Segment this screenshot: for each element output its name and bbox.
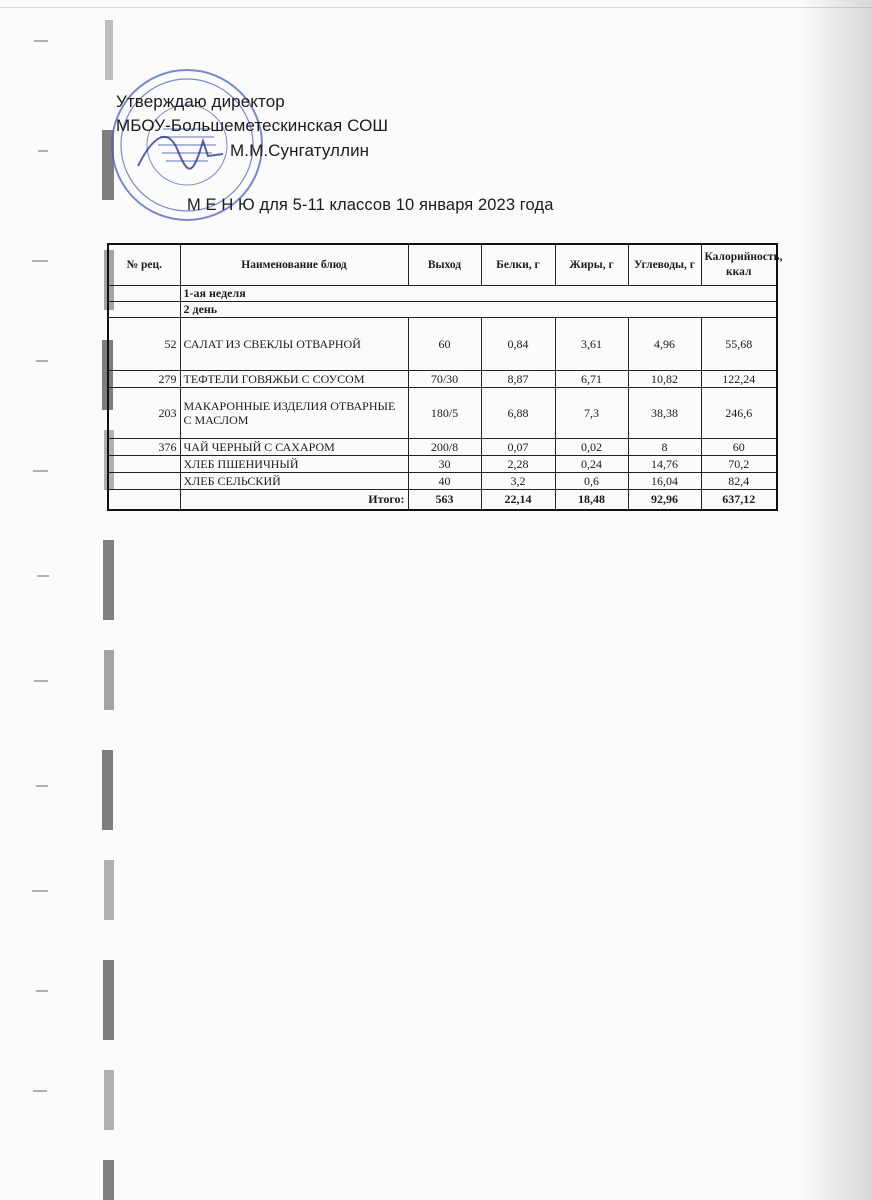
day-row-spacer — [108, 302, 180, 318]
dish-name: ХЛЕБ ПШЕНИЧНЫЙ — [180, 456, 408, 473]
output-cell: 60 — [408, 318, 481, 371]
kcal-cell: 60 — [701, 439, 777, 456]
day-label: 2 день — [180, 302, 777, 318]
kcal-cell: 122,24 — [701, 371, 777, 388]
dish-name: ХЛЕБ СЕЛЬСКИЙ — [180, 473, 408, 490]
table-row — [108, 456, 777, 473]
table-row — [108, 371, 777, 388]
recipe-number — [108, 456, 180, 473]
fat-cell: 3,61 — [555, 318, 628, 371]
total-protein: 22,14 — [481, 490, 555, 511]
scan-top-edge — [0, 7, 872, 8]
day-row — [108, 302, 777, 318]
fat-cell: 0,24 — [555, 456, 628, 473]
output-cell: 180/5 — [408, 388, 481, 439]
fat-cell: 6,71 — [555, 371, 628, 388]
col-kcal-header: Калорийность, ккал — [701, 244, 777, 286]
dish-name: САЛАТ ИЗ СВЕКЛЫ ОТВАРНОЙ — [180, 318, 408, 371]
fat-cell: 0,6 — [555, 473, 628, 490]
output-cell: 40 — [408, 473, 481, 490]
total-carbs: 92,96 — [628, 490, 701, 511]
dish-name: ЧАЙ ЧЕРНЫЙ С САХАРОМ — [180, 439, 408, 456]
col-output-header: Выход — [408, 244, 481, 286]
total-kcal: 637,12 — [701, 490, 777, 511]
protein-cell: 0,84 — [481, 318, 555, 371]
recipe-number: 376 — [108, 439, 180, 456]
carbs-cell: 14,76 — [628, 456, 701, 473]
carbs-cell: 16,04 — [628, 473, 701, 490]
output-cell: 200/8 — [408, 439, 481, 456]
table-row — [108, 318, 777, 371]
protein-cell: 2,28 — [481, 456, 555, 473]
col-recipe-header: № рец. — [108, 244, 180, 286]
protein-cell: 6,88 — [481, 388, 555, 439]
fat-cell: 0,02 — [555, 439, 628, 456]
school-name: МБОУ-Большеметескинская СОШ — [116, 116, 389, 135]
col-fat-header: Жиры, г — [555, 244, 628, 286]
total-label: Итого: — [180, 490, 408, 511]
carbs-cell: 10,82 — [628, 371, 701, 388]
kcal-cell: 82,4 — [701, 473, 777, 490]
week-label: 1-ая неделя — [180, 286, 777, 302]
scan-specks — [30, 0, 70, 1200]
recipe-number — [108, 473, 180, 490]
protein-cell: 3,2 — [481, 473, 555, 490]
director-name: М.М.Сунгатуллин — [230, 141, 370, 160]
kcal-cell: 55,68 — [701, 318, 777, 371]
carbs-cell: 38,38 — [628, 388, 701, 439]
col-protein-header: Белки, г — [481, 244, 555, 286]
dish-name: ТЕФТЕЛИ ГОВЯЖЬИ С СОУСОМ — [180, 371, 408, 388]
col-dish-header: Наименование блюд — [180, 244, 408, 286]
protein-cell: 8,87 — [481, 371, 555, 388]
fat-cell: 7,3 — [555, 388, 628, 439]
table-row — [108, 473, 777, 490]
table-row — [108, 439, 777, 456]
menu-table — [107, 243, 783, 511]
output-cell: 70/30 — [408, 371, 481, 388]
menu-title: М Е Н Ю для 5-11 классов 10 января 2023 года — [187, 196, 554, 214]
total-spacer — [108, 490, 180, 511]
carbs-cell: 4,96 — [628, 318, 701, 371]
output-cell: 30 — [408, 456, 481, 473]
kcal-cell: 246,6 — [701, 388, 777, 439]
dish-name: МАКАРОННЫЕ ИЗДЕЛИЯ ОТВАРНЫЕ С МАСЛОМ — [180, 388, 408, 439]
week-row-spacer — [108, 286, 180, 302]
total-row — [108, 490, 777, 511]
total-output: 563 — [408, 490, 481, 511]
approval-line: Утверждаю директор — [116, 92, 285, 111]
recipe-number: 203 — [108, 388, 180, 439]
scan-shadow-edge — [802, 0, 872, 1200]
protein-cell: 0,07 — [481, 439, 555, 456]
table-header-row — [108, 244, 777, 286]
kcal-cell: 70,2 — [701, 456, 777, 473]
week-row — [108, 286, 777, 302]
total-fat: 18,48 — [555, 490, 628, 511]
recipe-number: 279 — [108, 371, 180, 388]
table-row — [108, 388, 777, 439]
recipe-number: 52 — [108, 318, 180, 371]
carbs-cell: 8 — [628, 439, 701, 456]
col-carbs-header: Углеводы, г — [628, 244, 701, 286]
